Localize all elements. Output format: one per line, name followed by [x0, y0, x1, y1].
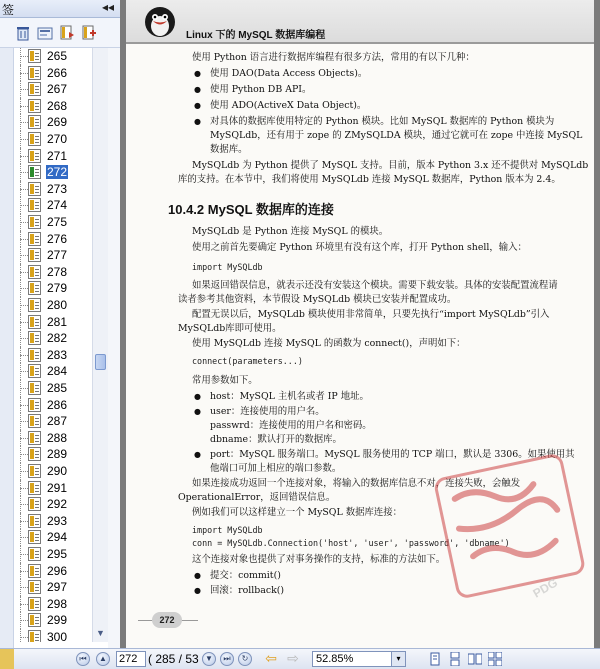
single-page-layout-icon[interactable]: [428, 652, 442, 666]
bookmark-item[interactable]: [14, 81, 92, 98]
bookmark-item[interactable]: [14, 563, 92, 580]
bookmark-label: 294: [47, 530, 68, 545]
bookmark-item[interactable]: [14, 397, 92, 414]
tree-connector: [20, 338, 28, 339]
bookmark-page-icon: [28, 464, 41, 478]
bookmark-page-icon: [28, 447, 41, 461]
text-line: 如果返回错误信息，就表示还没有安装这个模块。需要下载安装。具体的安装配置流程请: [192, 280, 558, 291]
back-button[interactable]: ⇦: [265, 650, 277, 666]
tree-connector: [20, 471, 28, 472]
status-bar-left-edge: [0, 649, 14, 669]
bookmark-page-icon: [28, 398, 41, 412]
zoom-level-input[interactable]: 52.85%: [312, 651, 392, 667]
running-header-title: Linux 下的 MySQL 数据库编程: [186, 30, 326, 41]
tree-connector: [20, 322, 28, 323]
bookmark-page-icon: [28, 547, 41, 561]
tree-connector: [20, 255, 28, 256]
tree-connector: [20, 537, 28, 538]
watermark-text: PDG: [530, 575, 561, 601]
tux-penguin-logo-icon: [140, 4, 180, 46]
tree-connector: [20, 521, 28, 522]
text-line: 数据库。: [210, 144, 248, 155]
bookmark-label: 278: [47, 264, 68, 279]
pdf-page: [126, 0, 594, 648]
new-bookmark-icon[interactable]: [80, 24, 98, 42]
bookmark-item[interactable]: [14, 612, 92, 629]
text-line: 使用 Python 语言进行数据库编程有很多方法，常用的有以下几种：: [192, 52, 475, 63]
document-scrollbar[interactable]: [594, 0, 600, 648]
bookmark-page-icon: [28, 597, 41, 611]
bookmark-label: 286: [47, 397, 68, 412]
bookmark-page-icon: [28, 115, 41, 129]
bookmark-page-icon: [28, 182, 41, 196]
bookmark-label: 267: [47, 82, 68, 97]
bookmark-item[interactable]: [14, 446, 92, 463]
scroll-down-arrow-icon[interactable]: ▼: [96, 628, 105, 638]
text-line: OperationalError，返回错误信息。: [178, 492, 336, 503]
tree-connector: [20, 438, 28, 439]
continuous-layout-icon[interactable]: [448, 652, 462, 666]
bookmark-item[interactable]: [14, 529, 92, 546]
bookmark-label: 285: [47, 381, 68, 395]
seal-watermark: [432, 448, 588, 608]
expand-bookmark-icon[interactable]: [58, 24, 76, 42]
bookmark-page-icon: [28, 198, 41, 212]
bookmark-item[interactable]: [14, 363, 92, 380]
code-line: import MySQLdb: [192, 262, 263, 272]
tree-connector: [20, 189, 28, 190]
tree-connector: [20, 637, 28, 638]
bookmark-item[interactable]: [14, 546, 92, 563]
text-line: 如果连接成功返回一个连接对象，将输入的数据库信息不对，连接失败，会触发: [192, 478, 521, 489]
bookmark-item[interactable]: [14, 463, 92, 480]
bookmark-page-icon: [28, 530, 41, 544]
text-line: 库的支持。在本节中，我们将使用 MySQLdb 连接 MySQL 数据库，Python 版本为 2.4。: [178, 174, 561, 185]
bookmark-properties-icon[interactable]: [36, 24, 54, 42]
bookmark-scrollbar[interactable]: [92, 48, 108, 642]
tree-connector: [20, 272, 28, 273]
facing-pages-layout-icon[interactable]: [468, 652, 482, 666]
tree-connector: [20, 454, 28, 455]
bookmarks-panel: [0, 0, 120, 648]
bookmark-item[interactable]: [14, 629, 92, 642]
bookmark-page-icon: [28, 497, 41, 511]
continuous-facing-layout-icon[interactable]: [488, 652, 502, 666]
bookmark-page-icon: [28, 414, 41, 428]
tree-connector: [20, 89, 28, 90]
bookmark-label: 281: [47, 314, 68, 329]
code-line: connect(parameters...): [192, 356, 303, 366]
bullet-item: ● 使用 ADO(ActiveX Data Object)。: [210, 100, 366, 111]
bookmark-item[interactable]: [14, 413, 92, 430]
bookmark-label: 283: [47, 347, 68, 362]
tree-connector: [20, 239, 28, 240]
tree-connector: [20, 587, 28, 588]
tree-connector: [20, 355, 28, 356]
tree-connector: [20, 371, 28, 372]
bookmark-item[interactable]: [14, 480, 92, 497]
bookmark-label: 289: [47, 447, 68, 462]
bookmarks-panel-title: 签: [2, 3, 15, 17]
bookmark-label: 295: [47, 547, 68, 561]
tree-connector: [20, 305, 28, 306]
bookmark-page-icon: [28, 281, 41, 295]
bullet-item: ● port：MySQL 服务端口。MySQL 服务使用的 TCP 端口，默认是 3306。如果使用其: [210, 449, 574, 460]
bookmark-label: 296: [47, 563, 68, 578]
bookmark-label: 273: [47, 181, 68, 196]
text-line: MySQLdb 为 Python 提供了 MySQL 支持。目前，版本 Python 3.x 还不提供对 MySQLdb: [192, 160, 589, 171]
code-line: conn = MySQLdb.Connection('host', 'user', 'password', 'dbname'): [192, 538, 510, 548]
bookmark-item[interactable]: [14, 231, 92, 248]
bookmark-page-icon: [28, 298, 41, 312]
bookmark-label: 276: [47, 231, 68, 246]
bookmark-label: 275: [47, 215, 68, 229]
bookmark-page-icon: [28, 364, 41, 378]
bookmark-item[interactable]: [14, 164, 92, 181]
bookmark-label: 280: [47, 298, 68, 312]
bullet-item: ● 提交：commit(): [210, 570, 281, 581]
tree-connector: [20, 620, 28, 621]
navigation-toolbar: [0, 648, 600, 669]
bookmark-item[interactable]: [14, 65, 92, 82]
bullet-item: ● user：连接使用的用户名。: [210, 406, 325, 417]
bookmark-label: 288: [47, 430, 68, 445]
bullet-item: ● 回滚：rollback(): [210, 585, 284, 596]
bookmark-item[interactable]: [14, 214, 92, 231]
bookmark-page-icon: [28, 66, 41, 80]
bookmark-page-icon: [28, 514, 41, 528]
bookmark-label: 291: [47, 480, 68, 495]
bookmark-item[interactable]: [14, 297, 92, 314]
tree-connector: [20, 571, 28, 572]
bookmark-page-icon: [28, 613, 41, 627]
bookmark-label: 266: [47, 65, 68, 80]
tree-connector: [20, 405, 28, 406]
tree-connector: [20, 421, 28, 422]
bookmark-item[interactable]: [14, 430, 92, 447]
tree-connector: [20, 554, 28, 555]
bookmark-page-icon: [28, 348, 41, 362]
bookmark-page-icon: [28, 315, 41, 329]
text-line: 常用参数如下。: [192, 375, 258, 386]
bookmark-label: 269: [47, 115, 68, 130]
page-number: 272: [152, 612, 182, 628]
zoom-dropdown-icon[interactable]: ▾: [392, 651, 406, 667]
text-line: dbname：默认打开的数据库。: [210, 434, 342, 445]
tree-connector: [20, 156, 28, 157]
text-line: 配置无误以后，MySQLdb 模块使用非常简单，只要先执行“import MySQLdb”引入: [192, 309, 550, 320]
bookmark-page-icon: [28, 132, 41, 146]
bookmarks-panel-title-bar: [0, 0, 120, 18]
document-view[interactable]: [120, 0, 600, 648]
bullet-item: ● 使用 Python DB API。: [210, 84, 311, 95]
bookmark-page-icon: [28, 99, 41, 113]
last-page-button[interactable]: ⏭: [220, 652, 234, 666]
tree-connector: [20, 388, 28, 389]
bookmark-label: 297: [47, 580, 68, 595]
bookmark-label: 292: [47, 497, 68, 512]
tree-connector: [20, 205, 28, 206]
bookmark-page-icon: [28, 165, 41, 179]
tree-connector: [20, 629, 21, 642]
bookmark-item[interactable]: [14, 98, 92, 115]
bookmark-label: 287: [47, 414, 68, 429]
bookmark-page-icon: [28, 381, 41, 395]
bookmark-label: 284: [47, 364, 68, 379]
bookmark-item[interactable]: [14, 314, 92, 331]
bullet-item: ● host：MySQL 主机名或者 IP 地址。: [210, 391, 369, 402]
forward-button[interactable]: ⇨: [287, 650, 299, 666]
tree-connector: [20, 73, 28, 74]
tree-connector: [20, 56, 28, 57]
text-line: 使用之前首先要确定 Python 环境里有没有这个库，打开 Python shell，输入：: [192, 242, 527, 253]
bookmark-tree: [14, 48, 92, 642]
bookmark-label: 274: [47, 198, 68, 213]
bookmark-item[interactable]: [14, 496, 92, 513]
previous-page-button[interactable]: ▲: [96, 652, 110, 666]
tree-connector: [20, 222, 28, 223]
bookmark-page-icon: [28, 481, 41, 495]
text-line: 例如我们可以这样建立一个 MySQL 数据库连接：: [192, 507, 402, 518]
code-line: import MySQLdb: [192, 525, 263, 535]
bookmark-item[interactable]: [14, 347, 92, 364]
current-page-input[interactable]: 272: [116, 651, 146, 667]
bookmark-page-icon: [28, 215, 41, 229]
bookmark-page-icon: [28, 49, 41, 63]
bookmark-page-icon: [28, 149, 41, 163]
panel-outer-gutter: [108, 48, 120, 648]
tree-connector: [20, 504, 28, 505]
bookmark-label: 270: [47, 132, 68, 146]
bookmark-label: 272: [47, 165, 68, 180]
first-page-button[interactable]: ⏮: [76, 652, 90, 666]
page-header: [126, 0, 594, 44]
tree-connector: [20, 172, 28, 173]
bookmark-scrollbar-thumb[interactable]: [95, 354, 106, 370]
text-line: 这个连接对象也提供了对事务操作的支持，标准的方法如下。: [192, 554, 446, 565]
text-line: MySQLdb 是 Python 连接 MySQL 的模块。: [192, 226, 389, 237]
bookmark-page-icon: [28, 232, 41, 246]
bookmark-item[interactable]: [14, 131, 92, 148]
tree-connector: [20, 488, 28, 489]
bookmarks-toolbar: [0, 18, 120, 48]
bookmark-item[interactable]: [14, 280, 92, 297]
bookmark-page-icon: [28, 331, 41, 345]
bookmark-label: 268: [47, 98, 68, 113]
bookmark-item[interactable]: [14, 197, 92, 214]
bookmark-label: 279: [47, 281, 68, 296]
bookmark-label: 265: [47, 49, 68, 63]
bookmark-item[interactable]: [14, 380, 92, 397]
bookmark-page-icon: [28, 564, 41, 578]
bookmark-page-icon: [28, 248, 41, 262]
bookmark-item[interactable]: [14, 330, 92, 347]
bookmark-label: 300: [47, 630, 68, 642]
section-heading: 10.4.2 MySQL 数据库的连接: [168, 202, 334, 217]
bookmark-label: 282: [47, 331, 68, 346]
tree-connector: [20, 288, 28, 289]
bookmark-label: 290: [47, 464, 68, 478]
text-line: passwrd：连接使用的用户名和密码。: [210, 420, 372, 431]
bookmark-page-icon: [28, 431, 41, 445]
next-page-button[interactable]: ▼: [202, 652, 216, 666]
bookmark-item[interactable]: [14, 181, 92, 198]
tree-connector: [20, 139, 28, 140]
bookmark-label: 277: [47, 248, 68, 263]
bookmark-label: 271: [47, 148, 68, 163]
text-line: MySQLdb，还有用于 zope 的 ZMySQLDA 模块，通过它就可在 zope 中连接 MySQL: [210, 130, 583, 141]
bookmark-label: 298: [47, 596, 68, 611]
panel-side-strip: [0, 48, 14, 648]
delete-bookmark-icon[interactable]: [14, 24, 32, 42]
bookmark-item[interactable]: [14, 264, 92, 281]
bullet-item: ● 使用 DAO(Data Access Objects)。: [210, 68, 367, 79]
page-count-label: ( 285 / 53: [148, 652, 199, 666]
text-line: 读者参考其他资料，本节假设 MySQLdb 模块已安装并配置成功。: [178, 294, 457, 305]
tree-connector: [20, 106, 28, 107]
text-line: MySQLdb库即可使用。: [178, 323, 282, 334]
bookmark-page-icon: [28, 580, 41, 594]
bookmark-item[interactable]: [14, 247, 92, 264]
bookmark-label: 293: [47, 513, 68, 528]
bullet-item: ● 对具体的数据库使用特定的 Python 模块。比如 MySQL 数据库的 Python 模块为: [210, 116, 554, 127]
bookmark-label: 299: [47, 613, 68, 628]
bookmark-item[interactable]: [14, 596, 92, 613]
bookmark-item[interactable]: [14, 513, 92, 530]
collapse-panel-icon[interactable]: ◂◂: [101, 0, 114, 14]
bookmark-item[interactable]: [14, 148, 92, 165]
text-line: 他端口可加上相应的端口参数。: [210, 463, 342, 474]
bookmark-page-icon: [28, 630, 41, 642]
tree-connector: [20, 122, 28, 123]
tree-connector: [20, 604, 28, 605]
bookmark-page-icon: [28, 82, 41, 96]
bookmark-page-icon: [28, 265, 41, 279]
bookmark-item[interactable]: [14, 579, 92, 596]
bookmark-item[interactable]: [14, 48, 92, 65]
text-line: 使用 MySQLdb 连接 MySQL 的函数为 connect()，声明如下：: [192, 338, 466, 349]
bookmark-item[interactable]: [14, 114, 92, 131]
refresh-button[interactable]: ↻: [238, 652, 252, 666]
